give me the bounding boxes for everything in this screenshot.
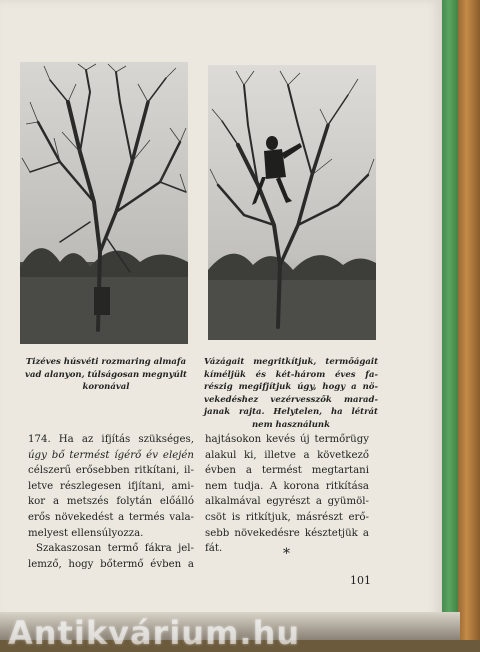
body-line: Szakaszosan termő fákra jel- [36, 543, 194, 555]
caption-right-line: nem használunk [251, 419, 330, 430]
body-line: alkalmával egyrészt a gyümöl- [205, 496, 369, 508]
body-line: úgy bő termést ígérő év elején [28, 449, 194, 461]
photo-man-pruning-tree [208, 65, 376, 340]
book-edge-brown [458, 0, 480, 640]
body-line: sebb növekedésre késztetjük a [205, 527, 369, 539]
caption-right-line: janak rajta. Helytelen, ha létrát [204, 407, 378, 417]
section-asterisk: * [283, 546, 290, 562]
body-line: letve részlegesen ifjítani, ami- [28, 480, 194, 492]
body-line: melyest ellensúlyozza. [28, 527, 144, 539]
caption-right [204, 356, 378, 431]
body-line: nem tudja. A korona ritkítása [205, 480, 369, 492]
caption-right-line: vekedéshez vezérvesszők marad- [204, 394, 378, 405]
body-line: erős növekedést a termés vala- [28, 511, 194, 523]
body-line: hajtásokon kevés új termőrügy [205, 434, 369, 445]
body-line: fát. [205, 543, 223, 555]
body-line: lemző, hogy bőtermő évben a [28, 558, 194, 570]
caption-right-line: Vázágait megritkítjuk, termőágait [204, 357, 378, 367]
caption-right-line: részig megifjítjuk úgy, hogy a nö- [204, 382, 378, 392]
caption-right-line: kíméljük és két-három éves fa- [204, 369, 378, 380]
body-line: célszerű erősebben ritkítani, il- [28, 465, 194, 477]
body-line: csöt is ritkítjuk, másrészt erő- [205, 511, 369, 523]
photo-overgrown-apple-tree [20, 62, 188, 344]
body-column-right [205, 432, 369, 557]
watermark: Antikvárium.hu [8, 614, 301, 652]
body-line: alakul ki, illetve a következő [205, 449, 369, 461]
body-line: 174. Ha az ifjítás szükséges, [28, 434, 194, 445]
body-column-left [28, 432, 194, 572]
page-number: 101 [350, 574, 371, 587]
body-line: kor a metszés folytán előálló [28, 496, 194, 508]
body-line: évben a termést megtartani [205, 465, 369, 477]
caption-left: Tizéves húsvéti rozmaring almafa vad alanyon, túlságosan megnyúlt koronával [25, 357, 187, 392]
